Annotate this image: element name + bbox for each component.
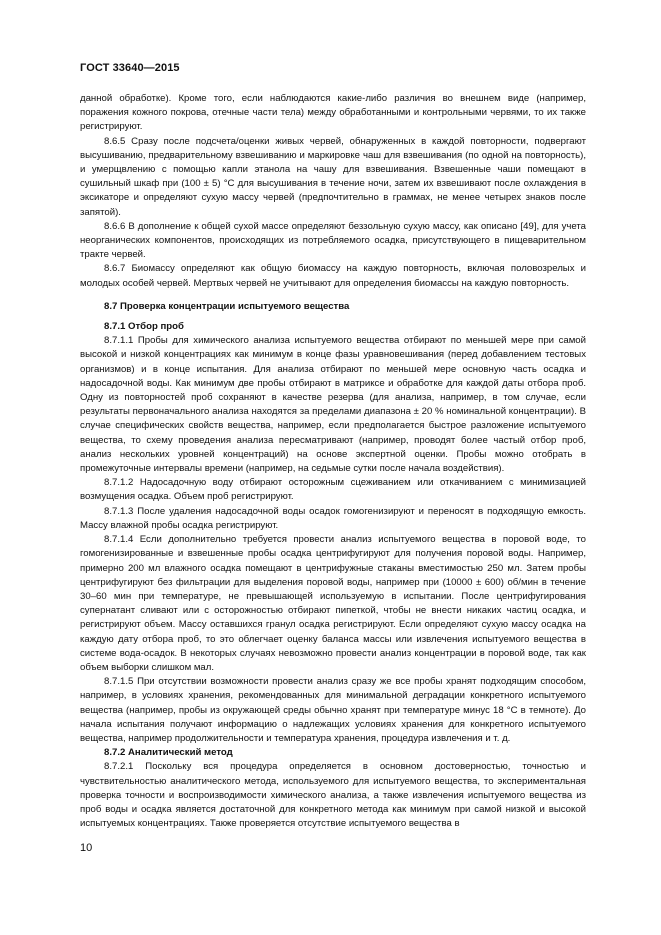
paragraph-8-7-1-4: 8.7.1.4 Если дополнительно требуется провести анализ испытуемого вещества в поровой воде, то гомогенизированные и взвешенные пробы осадка центрифугируют для получения поровой воды. Например, примерно 200 мл влажного осадка помещают в центрифужные стаканы вместимостью 250 мл. Затем пробы центрифугируют без фильтрации для выделения поровой воды, например при (10000 ± 600) об/мин в течение 30–60 мин при температуре, не превышающей используемую в испытании. После центрифугирования супернатант сливают или с осторожностью отбирают пипеткой, чтобы не внести никаких частиц осадка, и регистрируют объем. Массу оставшихся гранул осадка регистрируют. Если определяют сухую массу осадка на каждую дату отбора проб, то это облегчает оценку баланса массы или извлечения испытуемого вещества в системе вода-осадок. В некоторых случаях невозможно провести анализ концентрации в поровой воде, так как объем выборки слишком мал. — [80, 534, 586, 673]
paragraph-8-6-7: 8.6.7 Биомассу определяют как общую биомассу на каждую повторность, включая половозрелых и молодых особей червей. Мертвых червей не учитывают для определения биомассы на каждую повторность. — [80, 263, 586, 289]
paragraph-8-7-2-1: 8.7.2.1 Поскольку вся процедура определяется в основном достоверностью, точностью и чувствительностью аналитического метода, используемого для испытуемого вещества, то экспериментальная проверка точности и воспроизводимости химического анализа, а также извлечения испытуемого вещества из проб воды и осадка является достаточной для конкретного метода как минимум при самой низкой и высокой испытуемых концентрациях. Также проверяется отсутствие испытуемого вещества в — [80, 761, 586, 830]
paragraph-8-7-1-5: 8.7.1.5 При отсутствии возможности провести анализ сразу же все пробы хранят подходящим способом, например, в условиях хранения, рекомендованных для минимальной деградации конкретного испытуемого вещества (например, пробы из окружающей среды обычно хранят при температуре минус 18 °С в темноте). До начала испытания получают информацию о надлежащих условиях хранения для конкретного испытуемого вещества, например продолжительности и температура хранения, процедура извлечения и т. д. — [80, 676, 586, 744]
paragraph-8-7-1-3: 8.7.1.3 После удаления надосадочной воды осадок гомогенизируют и переносят в подходящую емкость. Массу влажной пробы осадка регистрируют. — [80, 505, 586, 531]
document-header: ГОСТ 33640—2015 — [80, 62, 180, 74]
paragraph-8-6-5: 8.6.5 Сразу после подсчета/оценки живых червей, обнаруженных в каждой повторности, подвергают высушиванию, предварительному взвешиванию и маркировке чаш для взвешивания (по одной на повторность), и умерщвлению с помощью капли этанола на чашу для взвешивания. Взвешенные чаши помещают в сушильный шкаф при (100 ± 5) °С для высушивания в течение ночи, затем их взвешивают после охлаждения в эксикаторе и определяют сухую массу червей (предпочтительно в граммах, не менее четырех знаков после запятой). — [80, 135, 586, 218]
paragraph-8-7-1-1: 8.7.1.1 Пробы для химического анализа испытуемого вещества отбирают по меньшей мере при самой высокой и низкой концентрациях как минимум в конце фазы уравновешивания (перед добавлением тестовых организмов) и в конце испытания. Для анализа отбирают по меньшей мере основную часть осадка и надосадочной воды. Как минимум две пробы отбирают в матриксе и обработке для каждой даты отбора проб. Одну из повторностей проб сохраняют в качестве резерва (для анализа, например, в том случае, если результаты первоначального анализа находятся за пределами диапазона ± 20 % номинальной концентрации). В случае специфических свойств вещества, например, если предполагается быстрое разложение испытуемого вещества, то схему проведения анализа пересматривают (например, проводят более частый отбор проб, анализ нескольких уровней концентраций) на основе экспертной оценки. Пробы можно отобрать в промежуточные интервалы времени (например, на седьмые сутки после начала воздействия). — [80, 335, 586, 475]
paragraph-8-7-1-2: 8.7.1.2 Надосадочную воду отбирают осторожным сцеживанием или откачиванием с минимизацией возмущения осадка. Объем проб регистрируют. — [80, 477, 586, 503]
page-number: 10 — [80, 842, 93, 854]
paragraph-continuation: данной обработке). Кроме того, если наблюдаются какие-либо различия во внешнем виде (например, поражения кожного покрова, отечные части тела) между обработанными и контрольными червями, то их также регистрируют. — [80, 93, 586, 133]
subsection-heading-8-7-1: 8.7.1 Отбор проб — [104, 321, 184, 333]
section-heading-8-7: 8.7 Проверка концентрации испытуемого вещества — [104, 300, 350, 312]
subsection-heading-8-7-2: 8.7.2 Аналитический метод — [104, 747, 233, 759]
document-body — [80, 92, 586, 831]
paragraph-8-6-6: 8.6.6 В дополнение к общей сухой массе определяют беззольную сухую массу, как описано [49], для учета неорганических компонентов, происходящих из потребляемого осадка, присутствующего в пищеварительном тракте червей. — [80, 220, 586, 261]
